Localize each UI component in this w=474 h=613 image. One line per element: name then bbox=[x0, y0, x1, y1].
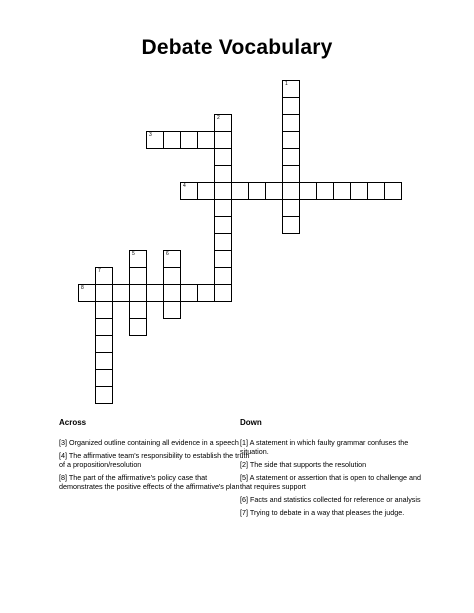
clue-text: The side that supports the resolution bbox=[249, 460, 367, 469]
grid-cell[interactable] bbox=[95, 301, 113, 319]
clue-text: Trying to debate in a way that pleases the judge. bbox=[249, 508, 405, 517]
grid-cell[interactable] bbox=[265, 182, 283, 200]
grid-cell[interactable] bbox=[180, 131, 198, 149]
clue-text: A statement or assertion that is open to challenge and that requires support bbox=[240, 473, 422, 491]
clue-across-8 bbox=[59, 473, 251, 491]
grid-cell[interactable] bbox=[163, 284, 181, 302]
clue-number: [6] bbox=[240, 495, 248, 504]
clue-text: Facts and statistics collected for reference or analysis bbox=[250, 495, 421, 504]
cell-number: 6 bbox=[166, 251, 169, 257]
grid-cell[interactable] bbox=[282, 182, 300, 200]
cell-number: 8 bbox=[81, 285, 84, 291]
clue-down-5 bbox=[240, 473, 432, 491]
grid-cell[interactable] bbox=[214, 199, 232, 217]
grid-cell[interactable] bbox=[350, 182, 368, 200]
grid-cell[interactable] bbox=[163, 267, 181, 285]
grid-cell[interactable] bbox=[129, 250, 147, 268]
grid-cell[interactable] bbox=[333, 182, 351, 200]
grid-cell[interactable] bbox=[214, 216, 232, 234]
grid-cell[interactable] bbox=[197, 284, 215, 302]
grid-cell[interactable] bbox=[129, 284, 147, 302]
across-heading: Across bbox=[59, 418, 87, 427]
cell-number: 7 bbox=[98, 268, 101, 274]
clue-across-3 bbox=[59, 438, 251, 447]
grid-cell[interactable] bbox=[214, 131, 232, 149]
grid-cell[interactable] bbox=[180, 284, 198, 302]
grid-cell[interactable] bbox=[384, 182, 402, 200]
clue-down-1 bbox=[240, 438, 432, 456]
clue-text: A statement in which faulty grammar confuses the situation. bbox=[240, 438, 409, 456]
grid-cell[interactable] bbox=[282, 165, 300, 183]
grid-cell[interactable] bbox=[214, 233, 232, 251]
clue-across-4 bbox=[59, 451, 251, 469]
grid-cell[interactable] bbox=[146, 131, 164, 149]
grid-cell[interactable] bbox=[282, 216, 300, 234]
down-clues bbox=[240, 418, 432, 521]
grid-cell[interactable] bbox=[214, 114, 232, 132]
grid-cell[interactable] bbox=[214, 165, 232, 183]
grid-cell[interactable] bbox=[367, 182, 385, 200]
grid-cell[interactable] bbox=[95, 386, 113, 404]
grid-cell[interactable] bbox=[129, 301, 147, 319]
grid-cell[interactable] bbox=[214, 267, 232, 285]
grid-cell[interactable] bbox=[248, 182, 266, 200]
clue-number: [4] bbox=[59, 451, 67, 460]
grid-cell[interactable] bbox=[95, 352, 113, 370]
clue-text: Organized outline containing all evidence in a speech bbox=[69, 438, 239, 447]
clue-down-2 bbox=[240, 460, 432, 469]
grid-cell[interactable] bbox=[163, 250, 181, 268]
clue-number: [3] bbox=[59, 438, 67, 447]
grid-cell[interactable] bbox=[78, 284, 96, 302]
grid-cell[interactable] bbox=[180, 182, 198, 200]
grid-cell[interactable] bbox=[95, 335, 113, 353]
cell-number: 3 bbox=[149, 132, 152, 138]
grid-cell[interactable] bbox=[299, 182, 317, 200]
clue-number: [2] bbox=[240, 460, 248, 469]
grid-cell[interactable] bbox=[214, 284, 232, 302]
grid-cell[interactable] bbox=[214, 148, 232, 166]
grid-cell[interactable] bbox=[129, 318, 147, 336]
grid-cell[interactable] bbox=[95, 284, 113, 302]
down-heading: Down bbox=[240, 418, 262, 427]
grid-cell[interactable] bbox=[163, 131, 181, 149]
clue-text: The part of the affirmative's policy case that demonstrates the positive effects of the affirmative's plan bbox=[59, 473, 240, 491]
grid-cell[interactable] bbox=[146, 284, 164, 302]
grid-cell[interactable] bbox=[316, 182, 334, 200]
grid-cell[interactable] bbox=[231, 182, 249, 200]
cell-number: 1 bbox=[285, 81, 288, 87]
grid-cell[interactable] bbox=[282, 80, 300, 98]
grid-cell[interactable] bbox=[95, 318, 113, 336]
clue-text: The affirmative team's responsibility to establish the truth of a proposition/resolution bbox=[59, 451, 250, 469]
clue-number: [8] bbox=[59, 473, 67, 482]
grid-cell[interactable] bbox=[282, 131, 300, 149]
cell-number: 2 bbox=[217, 115, 220, 121]
grid-cell[interactable] bbox=[214, 182, 232, 200]
grid-cell[interactable] bbox=[95, 267, 113, 285]
grid-cell[interactable] bbox=[282, 97, 300, 115]
grid-cell[interactable] bbox=[197, 131, 215, 149]
clue-number: [5] bbox=[240, 473, 248, 482]
grid-cell[interactable] bbox=[282, 148, 300, 166]
grid-cell[interactable] bbox=[282, 114, 300, 132]
cell-number: 4 bbox=[183, 183, 186, 189]
clue-down-6 bbox=[240, 495, 432, 504]
cell-number: 5 bbox=[132, 251, 135, 257]
clue-number: [1] bbox=[240, 438, 248, 447]
across-clues bbox=[59, 418, 251, 495]
grid-cell[interactable] bbox=[163, 301, 181, 319]
clue-down-7 bbox=[240, 508, 432, 517]
grid-cell[interactable] bbox=[95, 369, 113, 387]
clue-number: [7] bbox=[240, 508, 248, 517]
grid-cell[interactable] bbox=[129, 267, 147, 285]
puzzle-title: Debate Vocabulary bbox=[141, 36, 333, 59]
grid-cell[interactable] bbox=[214, 250, 232, 268]
grid-cell[interactable] bbox=[282, 199, 300, 217]
grid-cell[interactable] bbox=[112, 284, 130, 302]
grid-cell[interactable] bbox=[197, 182, 215, 200]
